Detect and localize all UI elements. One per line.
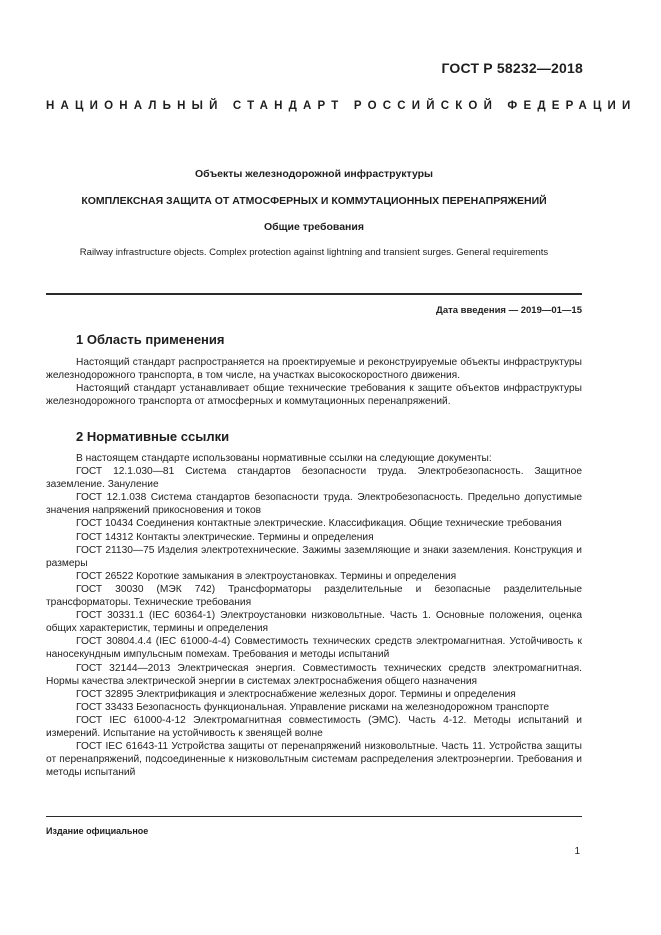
intro-date: Дата введения — 2019—01—15 — [436, 305, 582, 316]
reference-item: ГОСТ 30331.1 (IEC 60364-1) Электроустановки низковольтные. Часть 1. Основные положения, оценка общих характеристик, термины и определения — [46, 610, 582, 635]
reference-item: ГОСТ 33433 Безопасность функциональная. Управление рисками на железнодорожном транспорте — [76, 701, 550, 713]
reference-item: ГОСТ 30030 (МЭК 742) Трансформаторы разделительные и безопасные разделительные трансформаторы. Технические требования — [46, 583, 582, 609]
reference-item: ГОСТ 10434 Соединения контактные электрические. Классификация. Общие технические требования — [76, 518, 562, 530]
reference-item: ГОСТ 14312 Контакты электрические. Термины и определения — [76, 531, 374, 543]
page-number: 1 — [574, 846, 580, 857]
section-1-heading: 1 Область применения — [76, 332, 225, 347]
section-2-body — [46, 452, 582, 779]
reference-item: ГОСТ 12.1.038 Система стандартов безопасности труда. Электробезопасность. Предельно допустимые значения напряжений прикосновения и токов — [46, 492, 582, 517]
title-subject: Объекты железнодорожной инфраструктуры — [194, 168, 434, 180]
title-main: КОМПЛЕКСНАЯ ЗАЩИТА ОТ АТМОСФЕРНЫХ И КОММУТАЦИОННЫХ ПЕРЕНАПРЯЖЕНИЙ — [81, 195, 547, 207]
reference-item: ГОСТ IEC 61000-4-12 Электромагнитная совместимость (ЭМС). Часть 4-12. Методы испытаний и измерений. Испытание на устойчивость к звенящей волне — [46, 714, 582, 739]
reference-item: ГОСТ IEC 61643-11 Устройства защиты от перенапряжений низковольтные. Часть 11. Устройства защиты от перенапряжений, подсоединенные к низковольтным системам распределения электроэнергии. Требования и методы испытаний — [46, 741, 582, 779]
reference-item: ГОСТ 26522 Короткие замыкания в электроустановках. Термины и определения — [76, 570, 457, 582]
edition-label: Издание официальное — [46, 826, 149, 836]
title-english: Railway infrastructure objects. Complex protection against lightning and transient surges. General requirements — [79, 247, 549, 258]
paragraph: Настоящий стандарт устанавливает общие технические требования к защите объектов инфраструктуры железнодорожного транспорта от атмосферных и коммутационных перенапряжений. — [46, 383, 582, 408]
section-1-body — [46, 356, 582, 408]
reference-item: ГОСТ 30804.4.4 (IEC 61000-4-4) Совместимость технических средств электромагнитная. Устойчивость к наносекундным импульсным помехам. Требования и методы испытаний — [46, 636, 582, 661]
bottom-divider — [46, 816, 582, 817]
reference-item: ГОСТ 32895 Электрификация и электроснабжение железных дорог. Термины и определения — [76, 688, 516, 700]
reference-item: ГОСТ 12.1.030—81 Система стандартов безопасности труда. Электробезопасность. Защитное заземление. Зануление — [46, 466, 582, 491]
gost-number: ГОСТ Р 58232—2018 — [441, 60, 583, 76]
paragraph: Настоящий стандарт распространяется на проектируемые и реконструируемые объекты инфраструктуры железнодорожного транспорта, в том числе, на участках высокоскоростного движения. — [46, 357, 582, 382]
paragraph: В настоящем стандарте использованы нормативные ссылки на следующие документы: — [76, 453, 492, 464]
reference-item: ГОСТ 32144—2013 Электрическая энергия. Совместимость технических средств электромагнитная. Нормы качества электрической энергии в системах электроснабжения общего назначения — [46, 662, 582, 687]
reference-item: ГОСТ 21130—75 Изделия электротехнические. Зажимы заземляющие и знаки заземления. Конструкция и размеры — [46, 544, 582, 569]
title-general: Общие требования — [264, 221, 364, 233]
top-divider — [46, 293, 582, 295]
section-2-heading: 2 Нормативные ссылки — [76, 429, 230, 444]
national-standard-banner: НАЦИОНАЛЬНЫЙ СТАНДАРТ РОССИЙСКОЙ ФЕДЕРАЦИИ — [46, 100, 637, 112]
